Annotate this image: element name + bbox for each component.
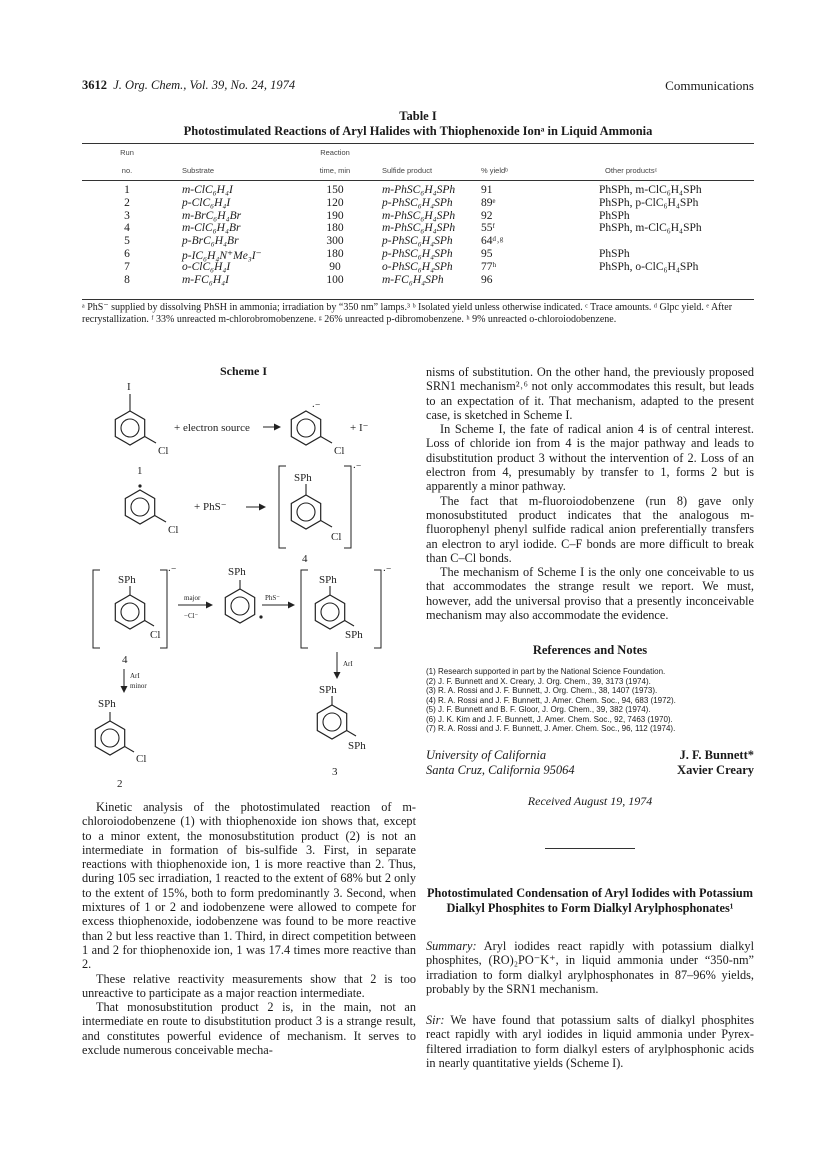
label-cl-6: Cl [136,753,147,765]
cell-yield: 64ᵈ˒ᵍ [481,235,504,248]
cell-product: p-PhSC₆H₄SPh [382,196,453,209]
label-sph-8: SPh [348,740,366,752]
cell-other: PhSPh, m-ClC₆H₄SPh [599,184,702,196]
right-column [426,365,754,622]
table-row [82,197,754,210]
header-substrate: Substrate [182,166,215,175]
label-compound-2: 2 [117,778,123,790]
cell-yield: 92 [481,209,493,222]
table-row [82,261,754,274]
cell-yield: 77ʰ [481,260,497,273]
paragraph: In Scheme I, the fate of radical anion 4 is of central interest. Loss of chloride ion from 4 is the major pathway and leads to disubstitution product 3 without the intervention of 2. Loss of an electron from 4, presumably by transfer to 1, forms 2 but is apparently a minor pathway. [426,422,754,494]
header-other: Other productsᶜ [605,166,658,175]
author-name: J. F. Bunnett* [679,748,754,762]
running-header [82,78,295,93]
scheme-title: Scheme I [220,364,267,378]
cell-other: PhSPh, m-ClC₆H₄SPh [599,222,702,235]
article-title: Photostimulated Condensation of Aryl Iodides with Potassium Dialkyl Phosphites to Form Dialkyl Arylphosphonates¹ [427,886,753,915]
reference-item: (4) R. A. Rossi and J. F. Bunnett, J. Amer. Chem. Soc., 94, 683 (1972). [426,695,676,705]
reference-item: (7) R. A. Rossi and J. F. Bunnett, J. Amer. Chem. Soc., 96, 112 (1974). [426,724,676,733]
compound-3 [317,696,356,739]
label-cl-4: Cl [331,531,342,543]
cell-time: 90 [329,260,341,273]
label-sph-2: SPh [118,574,136,586]
paragraph: That monosubstitution product 2 is, in the main, not an intermediate en route to disubstitution product 3 is a strange result, and constitutes powerful evidence of mechanism. It serves to exclude numerous conceivable mecha- [82,1000,416,1058]
header-product: Sulfide product [382,166,433,175]
cell-product: m-FC₆H₄SPh [382,273,444,286]
paragraph: These relative reactivity measurements show that 2 is too unreactive to participate as a major reaction intermediate. [82,971,416,1000]
label-radical: ∙⁻ [312,401,321,413]
cell-run: 8 [124,273,130,286]
author-name: Xavier Creary [677,763,754,777]
label-major: major [184,594,201,602]
page-number: 3612 [82,78,107,92]
header-yield: % yieldᵇ [481,166,509,175]
cell-yield: 96 [481,273,493,286]
authors [677,748,754,778]
cell-yield: 91 [481,184,493,196]
cell-run: 6 [124,247,130,260]
table-row [82,210,754,223]
label-cl: Cl [158,445,169,457]
table-row [82,184,754,197]
aryl-radical-sph [225,580,262,623]
cell-product: o-PhSC₆H₄SPh [382,260,453,273]
cell-other: PhSPh [599,247,630,260]
cell-time: 180 [326,247,344,260]
label-radical-2: ∙⁻ [353,462,362,474]
label-i: I [127,381,131,393]
cell-product: m-PhSC₆H₄SPh [382,184,456,196]
table-label: Table I [399,109,437,123]
paragraph: The fact that m-fluoroiodobenzene (run 8) gave only monosubstituted product indicates that the analogous m-fluorophenyl phenyl sulfide radical anion preferentially transfers an electron to aryl iodide. C–F bonds are more difficult to break than C–Cl bonds. [426,493,754,565]
article-separator [545,848,635,849]
reference-item: (1) Research supported in part by the National Science Foundation. [426,667,666,676]
aryl-radical-1 [291,401,332,445]
cell-substrate: m-BrC₆H₄Br [182,209,242,222]
cell-substrate: p-IC₆H₄N⁺Me₃I⁻ [182,249,262,262]
cell-product: m-PhSC₆H₄SPh [382,222,456,235]
references-list [426,667,754,734]
cell-time: 180 [326,222,344,235]
table-row [82,274,754,287]
section-name: Communications [665,78,754,93]
cell-time: 150 [326,184,344,196]
cell-other: PhSPh [599,209,630,222]
label-ari-2: ArI [343,660,353,668]
references-title: References and Notes [532,643,648,657]
header-run-no: no. [121,166,133,175]
label-compound-4: 4 [302,553,308,565]
label-electron-source: + electron source [174,422,250,434]
reference-item: (5) J. F. Bunnett and B. F. Gloor, J. Org. Chem., 39, 382 (1974). [426,705,651,714]
label-sph-7: SPh [319,684,337,696]
label-sph-5: SPh [345,629,363,641]
cell-other: PhSPh, p-ClC₆H₄SPh [599,196,699,209]
cell-substrate: p-BrC₆H₄Br [182,235,239,248]
paragraph: The mechanism of Scheme I is the only one conceivable to us that accommodates the strange result we report. We must, however, add the universal proviso that a presently inconceivable mechanism may also accommodate the evidence. [426,565,754,623]
summary-text: Aryl iodides react rapidly with potassium dialkyl phosphites, (RO)₂PO⁻K⁺, in liquid ammonia under “350-nm” irradiation to form dialkyl arylphosphonates in 87–96% yields, probably by the SRN1 mechanism. [426,939,754,996]
aryl-radical-2 [125,484,166,524]
cell-product: m-PhSC₆H₄SPh [382,209,456,222]
label-compound-1: 1 [137,465,143,477]
cell-run: 7 [124,260,130,273]
cell-time: 100 [326,273,344,286]
cell-other: PhSPh, o-ClC₆H₄SPh [599,260,699,273]
table-bottom-rule [82,299,754,300]
table-row [82,248,754,261]
cell-run: 4 [124,222,130,235]
affiliation [426,748,575,778]
reference-item: (3) R. A. Rossi and J. F. Bunnett, J. Org. Chem., 38, 1407 (1973). [426,686,658,695]
cell-run: 3 [124,209,130,222]
label-compound-3: 3 [332,766,338,778]
affiliation-line: University of California [426,748,547,762]
label-ari: ArI [130,672,140,680]
label-minus-cl: −Cl⁻ [184,612,199,620]
paragraph: nisms of substitution. On the other hand, the previously proposed SRN1 mechanism²˒⁶ not only accommodates this result, but leads to an expectation of it. That mechanism, adapted to the present case, is sketched in Scheme I. [426,365,754,422]
cell-run: 5 [124,235,130,248]
journal-citation: J. Org. Chem., Vol. 39, No. 24, 1974 [113,78,296,92]
cell-substrate: o-ClC₆H₄I [182,260,231,273]
header-time: time, min [319,166,351,175]
label-cl-5: Cl [150,629,161,641]
cell-yield: 89ᵉ [481,196,496,209]
cell-product: p-PhSC₆H₄SPh [382,247,453,260]
cell-time: 190 [326,209,344,222]
header-reaction: Reaction [320,148,350,157]
label-plus-phs: + PhS⁻ [194,501,227,513]
reference-item: (6) J. K. Kim and J. F. Bunnett, J. Amer. Chem. Soc., 92, 7463 (1970). [426,714,673,724]
paragraph: Kinetic analysis of the photostimulated reaction of m-chloroiodobenzene (1) with thiophenoxide ion shows that, except to a minor extent, the monosubstitution product (2) is not an intermediate in formation of bis-sulfide 3. First, in separate reactions with thiophenoxide ion, 1 is more reactive than 2. Thus, during 105 sec irradiation, 1 reacted to the extent of 68% but 2 only to the extent of 15%, both to form predominantly 3. Second, when mixtures of 1 or 2 and iodobenzene were allowed to compete for excess thiophenoxide, iodobenzene was found to be more reactive than 2 but less reactive than 1. Third, in direct competition between 1 and 2 for thiophenoxide ion, 1 was 17.4 times more reactive than 2. [82,800,416,972]
cell-run: 2 [124,196,130,209]
table-top-rule [82,143,754,144]
label-cl-3: Cl [168,524,179,536]
left-column [82,800,416,1057]
cell-substrate: p-ClC₆H₄I [182,196,231,209]
compound-2 [95,712,134,755]
table-header-rule [82,180,754,181]
label-radical-4: ∙⁻ [383,565,392,577]
label-compound-4-b: 4 [122,654,128,666]
label-sph: SPh [294,472,312,484]
article-summary [426,939,754,996]
header-run: Run [120,148,134,157]
scheme-diagram [82,380,416,790]
cell-time: 300 [326,235,344,248]
cell-yield: 95 [481,247,493,260]
compound-1 [115,394,156,445]
article-intro [426,1013,754,1070]
table-row [82,235,754,248]
summary-label: Summary: [426,939,477,953]
label-cl-2: Cl [334,445,345,457]
label-iodide: + I⁻ [350,422,369,434]
cell-run: 1 [124,184,130,196]
table-row [82,222,754,235]
cell-substrate: m-ClC₆H₄Br [182,222,241,235]
label-minor: minor [130,682,147,690]
reference-item: (2) J. F. Bunnett and X. Creary, J. Org. Chem., 39, 3173 (1974). [426,676,651,686]
sir-label: Sir: [426,1013,445,1027]
cell-product: p-PhSC₆H₄SPh [382,235,453,248]
radical-anion-3 [301,570,381,648]
cell-substrate: m-FC₆H₄I [182,273,229,286]
cell-yield: 55ᶠ [481,222,495,235]
label-sph-3: SPh [228,566,246,578]
received-date: Received August 19, 1974 [527,794,653,808]
cell-substrate: m-ClC₆H₄I [182,184,233,196]
affiliation-line: Santa Cruz, California 95064 [426,763,575,777]
sir-text: We have found that potassium salts of dialkyl phosphites react rapidly with aryl iodides in liquid ammonia under Pyrex-filtered irradiation to form dialkyl esters of arylphosphonic acids in nearly quantitative yields (Scheme I). [426,1013,755,1070]
label-radical-3: ∙⁻ [168,565,177,577]
label-phs-minus: PhS⁻ [265,594,280,602]
table-title: Photostimulated Reactions of Aryl Halides with Thiophenoxide Ionᵃ in Liquid Ammonia [183,124,653,138]
cell-time: 120 [326,196,344,209]
table-body [82,184,754,286]
label-sph-6: SPh [98,698,116,710]
label-sph-4: SPh [319,574,337,586]
table-footnotes: ᵃ PhS⁻ supplied by dissolving PhSH in ammonia; irradiation by “350 nm” lamps.³ ᵇ Isolated yield unless otherwise indicated. ᶜ Trace amounts. ᵈ Glpc yield. ᵉ After recrystallization. ᶠ 33% unreacted m-chlorobromobenzene. ᵍ 26% unreacted p-dibromobenzene. ʰ 9% unreacted o-chloroiodobenzene. [82,302,733,325]
